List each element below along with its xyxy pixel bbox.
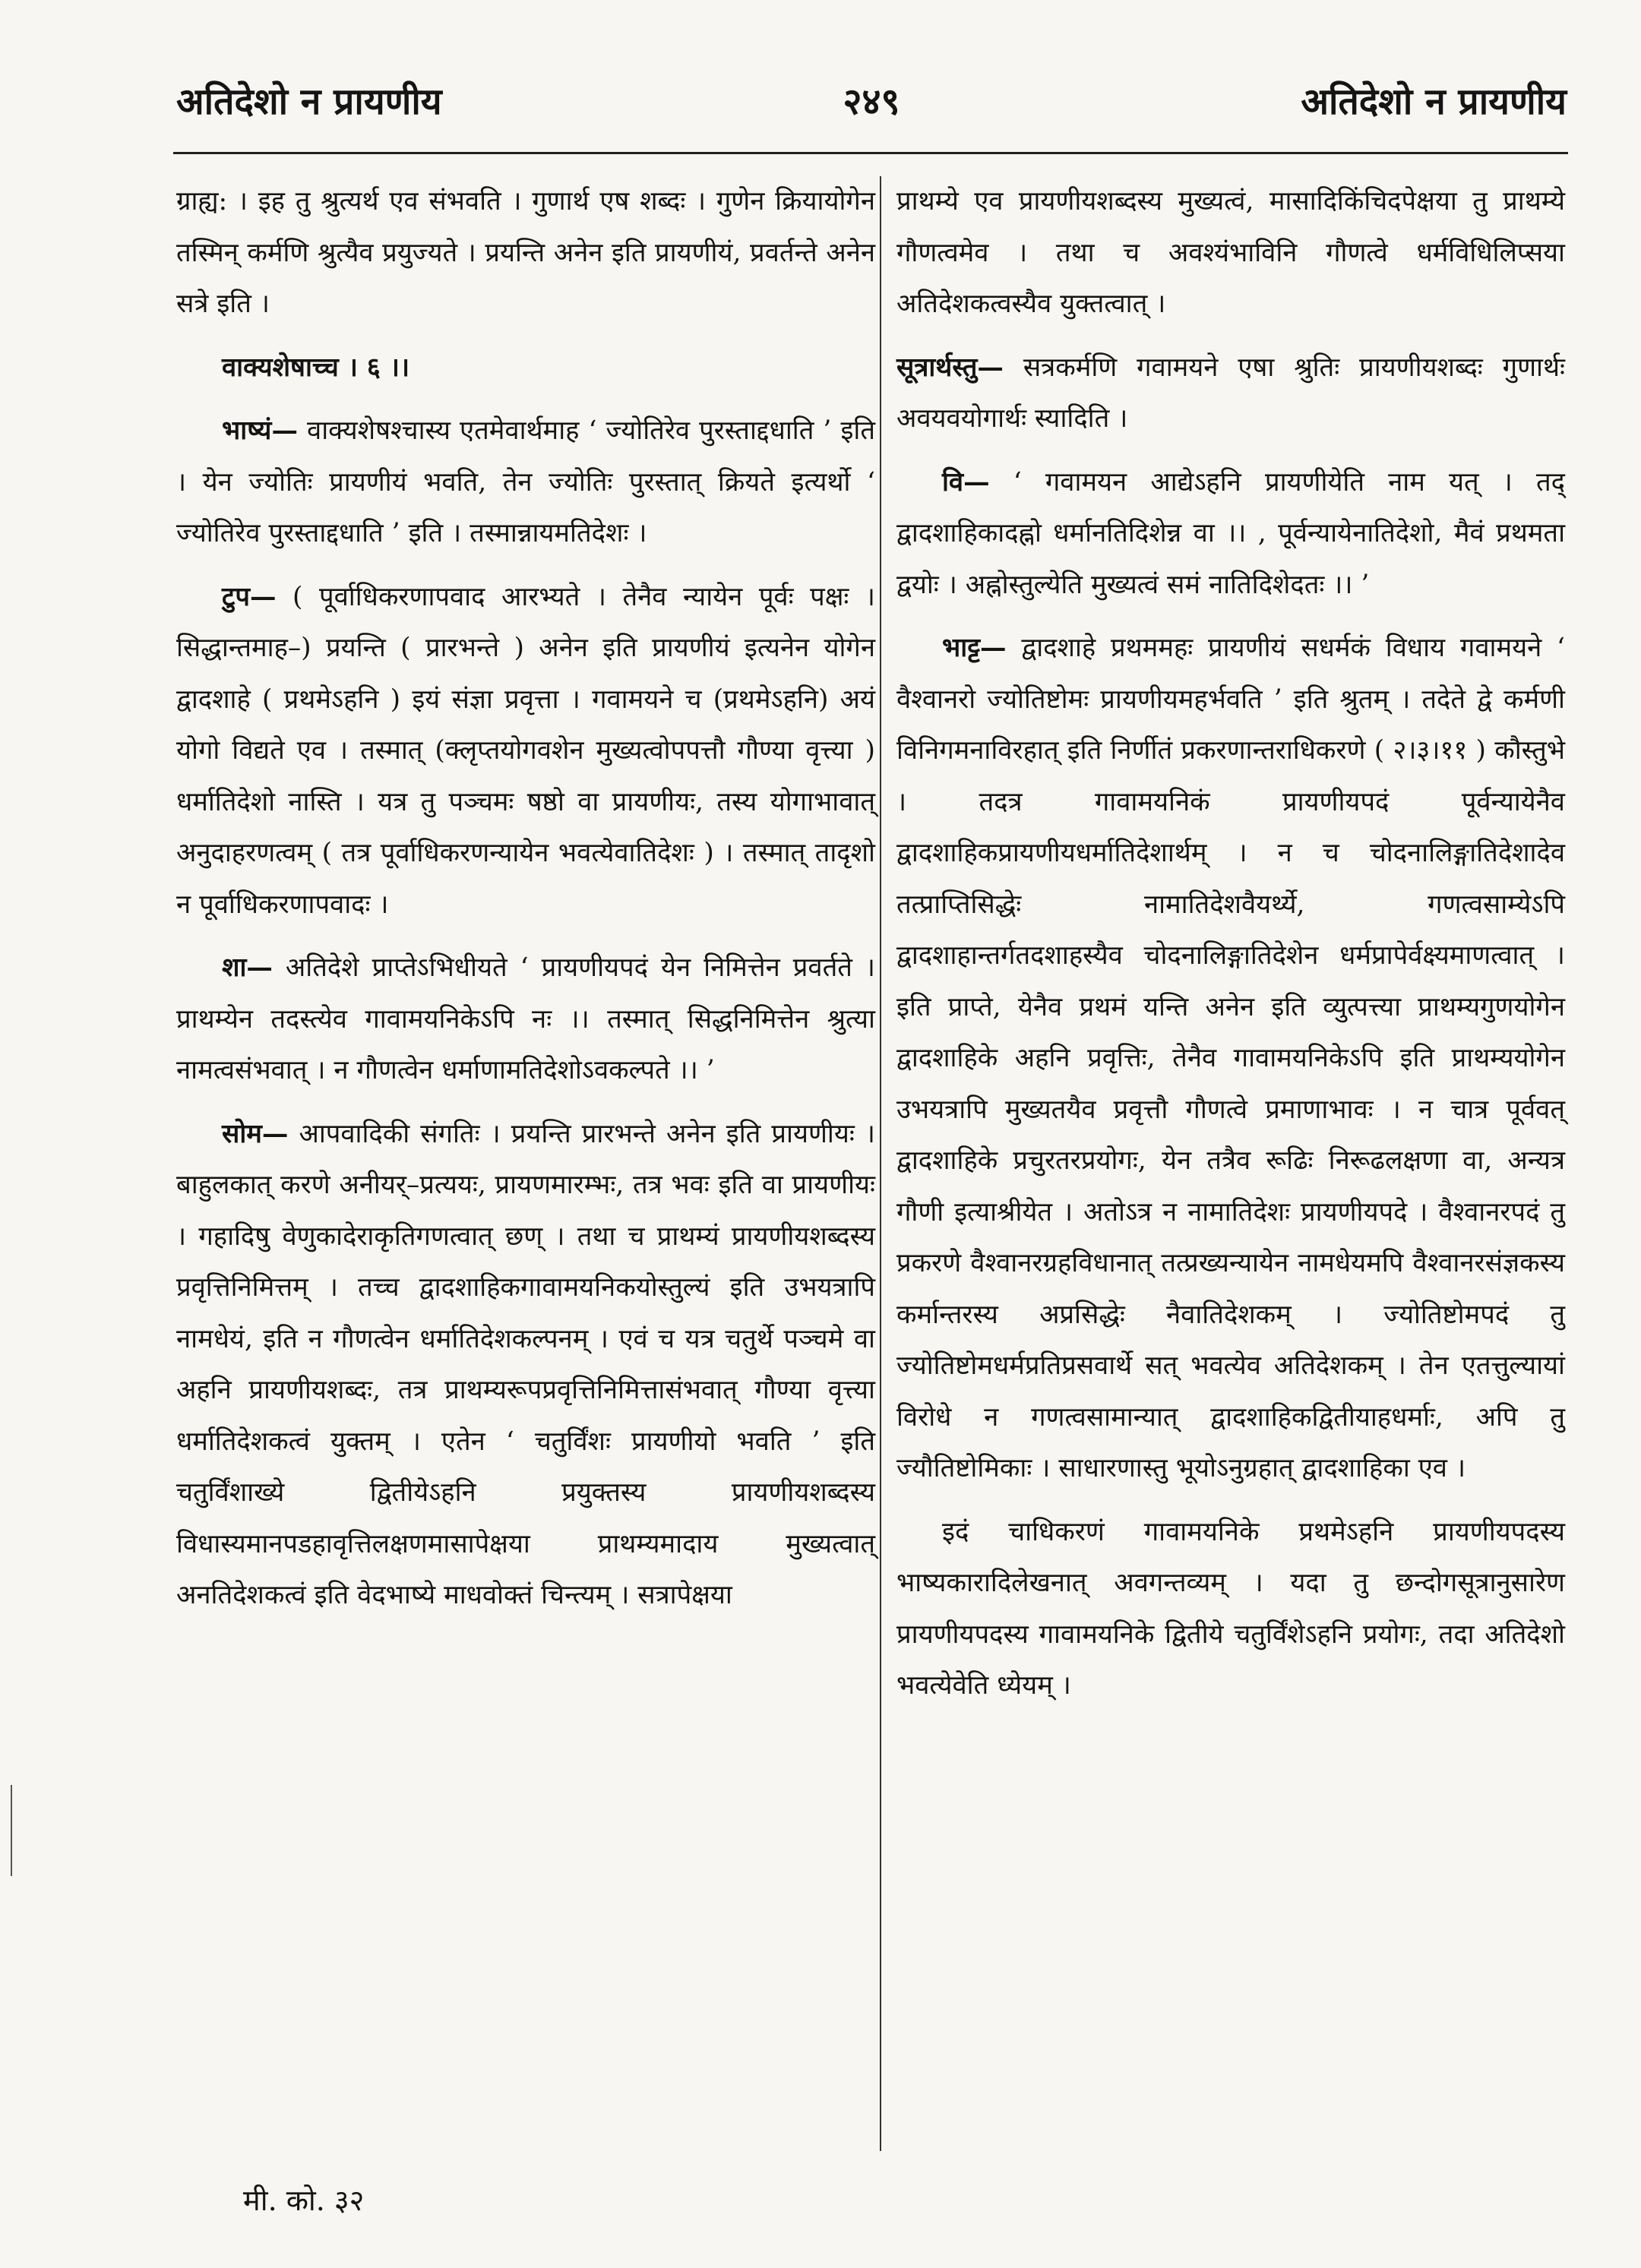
paragraph-text: इदं चाधिकरणं गावामयनिके प्रथमेऽहनि प्रायणीयपदस्य भाष्यकारादिलेखनात् अवगन्तव्यम् । यदा तु छन्दोगसूत्रानुसारेण प्रायणीयपदस्य गावामयनिके द्वितीये चतुर्विंशेऽहनि प्रयोगः, तदा अतिदेशो भवत्येवेति ध्येयम् । (896, 1516, 1565, 1701)
header-left-title: अतिदेशो न प्रायणीय (176, 81, 442, 123)
paragraph-label: भाष्यं— (222, 415, 298, 446)
paragraph (176, 406, 875, 560)
header-rule (173, 152, 1568, 154)
running-header (176, 76, 1567, 137)
paragraph-text: वाक्यशेषश्चास्य एतमेवार्थमाह ‘ ज्योतिरेव पुरस्ताद्दधाति ’ इति । येन ज्योतिः प्रायणीयं भवति, तेन ज्योतिः पुरस्तात् क्रियते इत्यर्थो ‘ ज्योतिरेव पुरस्ताद्दधाति ’ इति । तस्मान्नायमतिदेशः । (176, 415, 876, 548)
paragraph (176, 176, 875, 330)
paragraph (176, 943, 875, 1097)
paragraph-label: टुप— (222, 581, 277, 612)
paragraph (896, 457, 1565, 611)
paragraph (176, 572, 875, 931)
paragraph (896, 343, 1565, 445)
paragraph-text: ग्राह्य: । इह तु श्रुत्यर्थ एव संभवति । गुणार्थ एष शब्दः । गुणेन क्रियायोगेन तस्मिन् कर्मणि श्रुत्यैव प्रयुज्यते । प्रयन्ति अनेन इति प्रायणीयं, प्रवर्तन्ते अनेन सत्रे इति । (176, 186, 875, 319)
paragraph-label: सूत्रार्थस्तु— (896, 352, 1004, 383)
paragraph-text: अतिदेशे प्राप्तेऽभिधीयते ‘ प्रायणीयपदं येन निमित्तेन प्रवर्तते । प्राथम्येन तदस्त्येव गावामयनिकेऽपि नः ।। तस्मात् सिद्धनिमित्तेन श्रुत्या नामत्वसंभवात् । न गौणत्वेन धर्माणामतिदेशोऽवकल्पते ।। ’ (176, 952, 875, 1085)
paragraph (896, 1507, 1565, 1712)
paragraph-label: शा— (222, 952, 273, 983)
paragraph-text: आपवादिकी संगतिः । प्रयन्ति प्रारभन्ते अनेन इति प्रायणीयः । बाहुलकात् करणे अनीयर्–प्रत्ययः, प्रायणमारम्भः, तत्र भवः इति वा प्रायणीयः । गहादिषु वेणुकादेराकृतिगणत्वात् छण् । तथा च प्राथम्यं प्रायणीयशब्दस्य प्रवृत्तिनिमित्तम् । तच्च द्वादशाहिकगावामयनिकयोस्तुल्यं इति उभयत्रापि नामधेयं, इति न गौणत्वेन धर्मातिदेशकल्पनम् । एवं च यत्र चतुर्थे पञ्चमे वा अहनि प्रायणीयशब्दः, तत्र प्राथम्यरूपप्रवृत्तिनिमित्तासंभवात् गौण्या वृत्त्या धर्मातिदेशकत्वं युक्तम् । एतेन ‘ चतुर्विंशः प्रायणीयो भवति ’ इति चतुर्विंशाख्ये द्वितीयेऽहनि प्रयुक्तस्य प्रायणीयशब्दस्य विधास्यमानपडहावृत्तिलक्षणमासापेक्षया प्राथम्यमादाय मुख्यत्वात् अनतिदेशकत्वं इति वेदभाष्ये माधवोक्तं चिन्त्यम् । सत्रापेक्षया (176, 1118, 875, 1610)
left-column (176, 176, 875, 1634)
paragraph (896, 623, 1565, 1495)
header-right-title: अतिदेशो न प्रायणीय (1301, 81, 1567, 123)
sutra-heading (176, 343, 875, 394)
paragraph-text: प्राथम्ये एव प्रायणीयशब्दस्य मुख्यत्वं, मासादिकिंचिदपेक्षया तु प्राथम्ये गौणत्वमेव । तथा च अवश्यंभाविनि गौणत्वे धर्मविधिलिप्सया अतिदेशकत्वस्यैव युक्तत्वात् । (896, 186, 1565, 319)
paragraph-text: ‘ गवामयन आद्येऽहनि प्रायणीयेति नाम यत् । तद् द्वादशाहिकादह्नो धर्मानतिदिशेन्न वा ।। , पूर्वन्यायेनातिदेशो, मैवं प्रथमता द्वयोः । अह्नोस्तुल्येति मुख्यत्वं समं नातिदिशेदतः ।। ’ (896, 466, 1565, 600)
page-number: २४९ (843, 81, 900, 123)
paragraph-text: द्वादशाहे प्रथममहः प्रायणीयं सधर्मकं विधाय गवामयने ‘ वैश्वानरो ज्योतिष्टोमः प्रायणीयमहर्भवति ’ इति श्रुतम् । तदेते द्वे कर्मणी विनिगमनाविरहात् इति निर्णीतं प्रकरणान्तराधिकरणे ( २।३।११ ) कौस्तुभे । तदत्र गावामयनिकं प्रायणीयपदं पूर्वन्यायेनैव द्वादशाहिकप्रायणीयधर्मातिदेशार्थम् । न च चोदनालिङ्गातिदेशादेव तत्प्राप्तिसिद्धेः नामातिदेशवैयर्थ्ये, गणत्वसाम्येऽपि द्वादशाहान्तर्गतदशाहस्यैव चोदनालिङ्गातिदेशेन धर्मप्रापेर्वक्ष्यमाणत्वात् । इति प्राप्ते, येनैव प्रथमं यन्ति अनेन इति व्युत्पत्त्या प्राथम्यगुणयोगेन द्वादशाहिके अहनि प्रवृत्तिः, तेनैव गावामयनिकेऽपि इति प्राथम्ययोगेन उभयत्रापि मुख्यतयैव प्रवृत्तौ गौणत्वे प्रमाणाभावः । न चात्र पूर्ववत् द्वादशाहिके प्रचुरतरप्रयोगः, येन तत्रैव रूढिः निरूढलक्षणा वा, अन्यत्र गौणी इत्याश्रीयेत । अतोऽत्र न नामातिदेशः प्रायणीयपदे । वैश्वानरपदं तु प्रकरणे वैश्वानरग्रहविधानात् तत्प्रख्यन्यायेन नामधेयमपि वैश्वानरसंज्ञकस्य कर्मान्तरस्य अप्रसिद्धेः नैवातिदेशकम् । ज्योतिष्टोमपदं तु ज्योतिष्टोमधर्मप्रतिप्रसवार्थे सत् भवत्येव अतिदेशकम् । तेन एतत्तुल्यायां विरोधे न गणत्वसामान्यात् द्वादशाहिकद्वितीयाहधर्माः, अपि तु ज्यौतिष्टोमिकाः । साधारणास्तु भूयोऽनुग्रहात् द्वादशाहिका एव । (896, 633, 1566, 1483)
footer-signature: मी. को. ३२ (243, 2184, 365, 2217)
paragraph (896, 176, 1565, 330)
right-column (896, 176, 1565, 1724)
column-divider (880, 176, 881, 2151)
paragraph-label: वाक्यशेषाच्च । ६ ।। (222, 352, 410, 383)
paragraph-text: सत्रकर्मणि गवामयने एषा श्रुतिः प्रायणीयशब्दः गुणार्थः अवयवयोगार्थः स्यादिति । (896, 352, 1565, 434)
paragraph-label: भाट्ट— (942, 633, 1007, 663)
paragraph-label: सोम— (222, 1118, 289, 1149)
paragraph-label: वि— (942, 466, 990, 498)
paragraph-text: ( पूर्वाधिकरणापवाद आरभ्यते । तेनैव न्यायेन पूर्वः पक्षः । सिद्धान्तमाह–) प्रयन्ति ( प्रारभन्ते ) अनेन इति प्रायणीयं इत्यनेन योगेन द्वादशाहे ( प्रथमेऽहनि ) इयं संज्ञा प्रवृत्ता । गवामयने च (प्रथमेऽहनि) अयं योगो विद्यते एव । तस्मात् (क्लृप्तयोगवशेन मुख्यत्वोपपत्तौ गौण्या वृत्त्या ) धर्मातिदेशो नास्ति । यत्र तु पञ्चमः षष्ठो वा प्रायणीयः, तस्य योगाभावात् अनुदाहरणत्वम् ( तत्र पूर्वाधिकरणन्यायेन भवत्येवातिदेशः ) । तस्मात् तादृशो न पूर्वाधिकरणापवादः । (176, 581, 876, 920)
binding-margin-mark (11, 1785, 12, 1876)
paragraph (176, 1109, 875, 1622)
